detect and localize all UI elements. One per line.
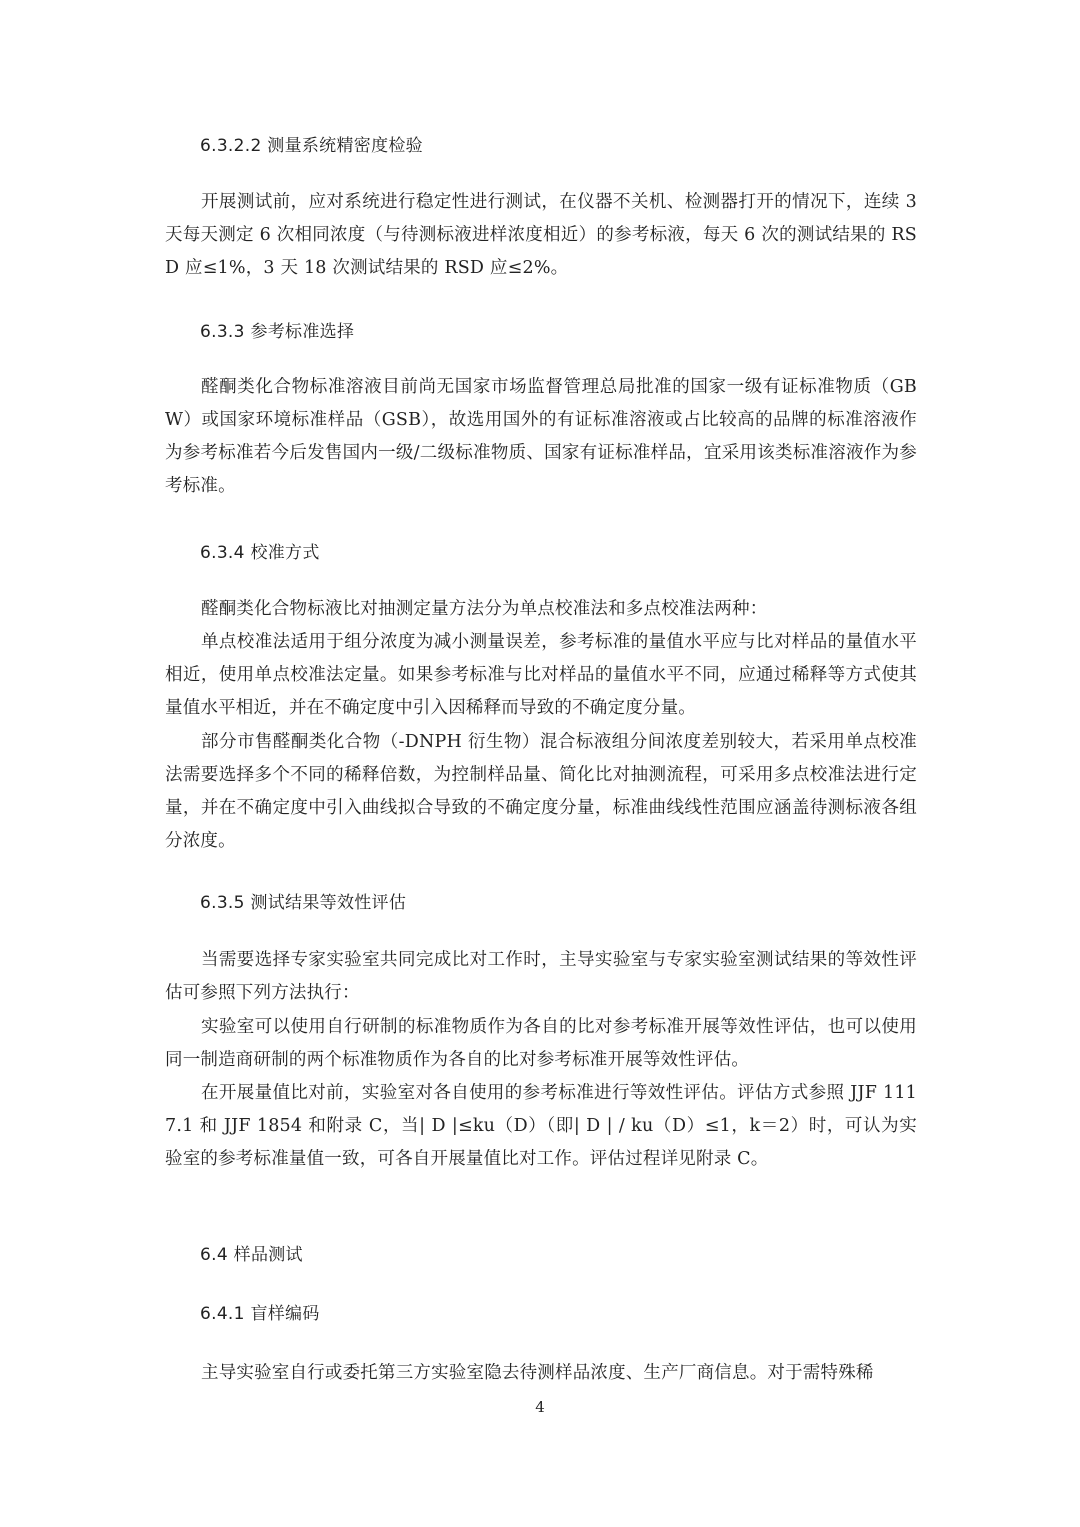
paragraph-blind-sample: 主导实验室自行或委托第三方实验室隐去待测样品浓度、生产厂商信息。对于需特殊稀 [201, 1363, 874, 1383]
heading-6-4: 6.4 样品测试 [200, 1245, 303, 1265]
paragraph-equivalence-intro: 当需要选择专家实验室共同完成比对工作时，主导实验室与专家实验室测试结果的等效性评估可参照下列方法执行： [165, 950, 917, 1003]
paragraph-calibration-intro: 醛酮类化合物标液比对抽测定量方法分为单点校准法和多点校准法两种： [201, 599, 768, 619]
heading-6-3-2-2: 6.3.2.2 测量系统精密度检验 [200, 136, 423, 156]
paragraph-system-stability: 开展测试前，应对系统进行稳定性进行测试，在仪器不关机、检测器打开的情况下，连续 3 天每天测定 6 次相同浓度（与待测标液进样浓度相近）的参考标液，每天 6 次的测试结果的 RSD 应≤1%，3 天 18 次测试结果的 RSD 应≤2%。 [165, 192, 917, 278]
heading-6-3-4: 6.3.4 校准方式 [200, 543, 320, 563]
heading-6-3-3: 6.3.3 参考标准选择 [200, 322, 355, 342]
page-number: 4 [535, 1398, 545, 1416]
heading-6-3-5: 6.3.5 测试结果等效性评估 [200, 893, 407, 913]
paragraph-multi-point: 部分市售醛酮类化合物（-DNPH 衍生物）混合标液组分间浓度差别较大，若采用单点校准法需要选择多个不同的稀释倍数，为控制样品量、简化比对抽测流程，可采用多点校准法进行定量，并在不确定度中引入曲线拟合导致的不确定度分量，标准曲线线性范围应涵盖待测标液各组分浓度。 [165, 732, 917, 851]
paragraph-equivalence-evaluation: 在开展量值比对前，实验室对各自使用的参考标准进行等效性评估。评估方式参照 JJF 1117.1 和 JJF 1854 和附录 C，当| D |≤ku（D）（即| D | / ku（D）≤1，k＝2）时，可认为实验室的参考标准量值一致，可各自开展量值比对工作。评估过程详见附录 C。 [165, 1083, 917, 1169]
paragraph-reference-standard: 醛酮类化合物标准溶液目前尚无国家市场监督管理总局批准的国家一级有证标准物质（GBW）或国家环境标准样品（GSB），故选用国外的有证标准溶液或占比较高的品牌的标准溶液作为参考标准若今后发售国内一级/二级标准物质、国家有证标准样品，宜采用该类标准溶液作为参考标准。 [165, 377, 917, 496]
heading-6-4-1: 6.4.1 盲样编码 [200, 1304, 320, 1324]
paragraph-equivalence-materials: 实验室可以使用自行研制的标准物质作为各自的比对参考标准开展等效性评估，也可以使用同一制造商研制的两个标准物质作为各自的比对参考标准开展等效性评估。 [165, 1017, 917, 1070]
paragraph-single-point: 单点校准法适用于组分浓度为减小测量误差，参考标准的量值水平应与比对样品的量值水平相近，使用单点校准法定量。如果参考标准与比对样品的量值水平不同，应通过稀释等方式使其量值水平相近，并在不确定度中引入因稀释而导致的不确定度分量。 [165, 632, 917, 718]
